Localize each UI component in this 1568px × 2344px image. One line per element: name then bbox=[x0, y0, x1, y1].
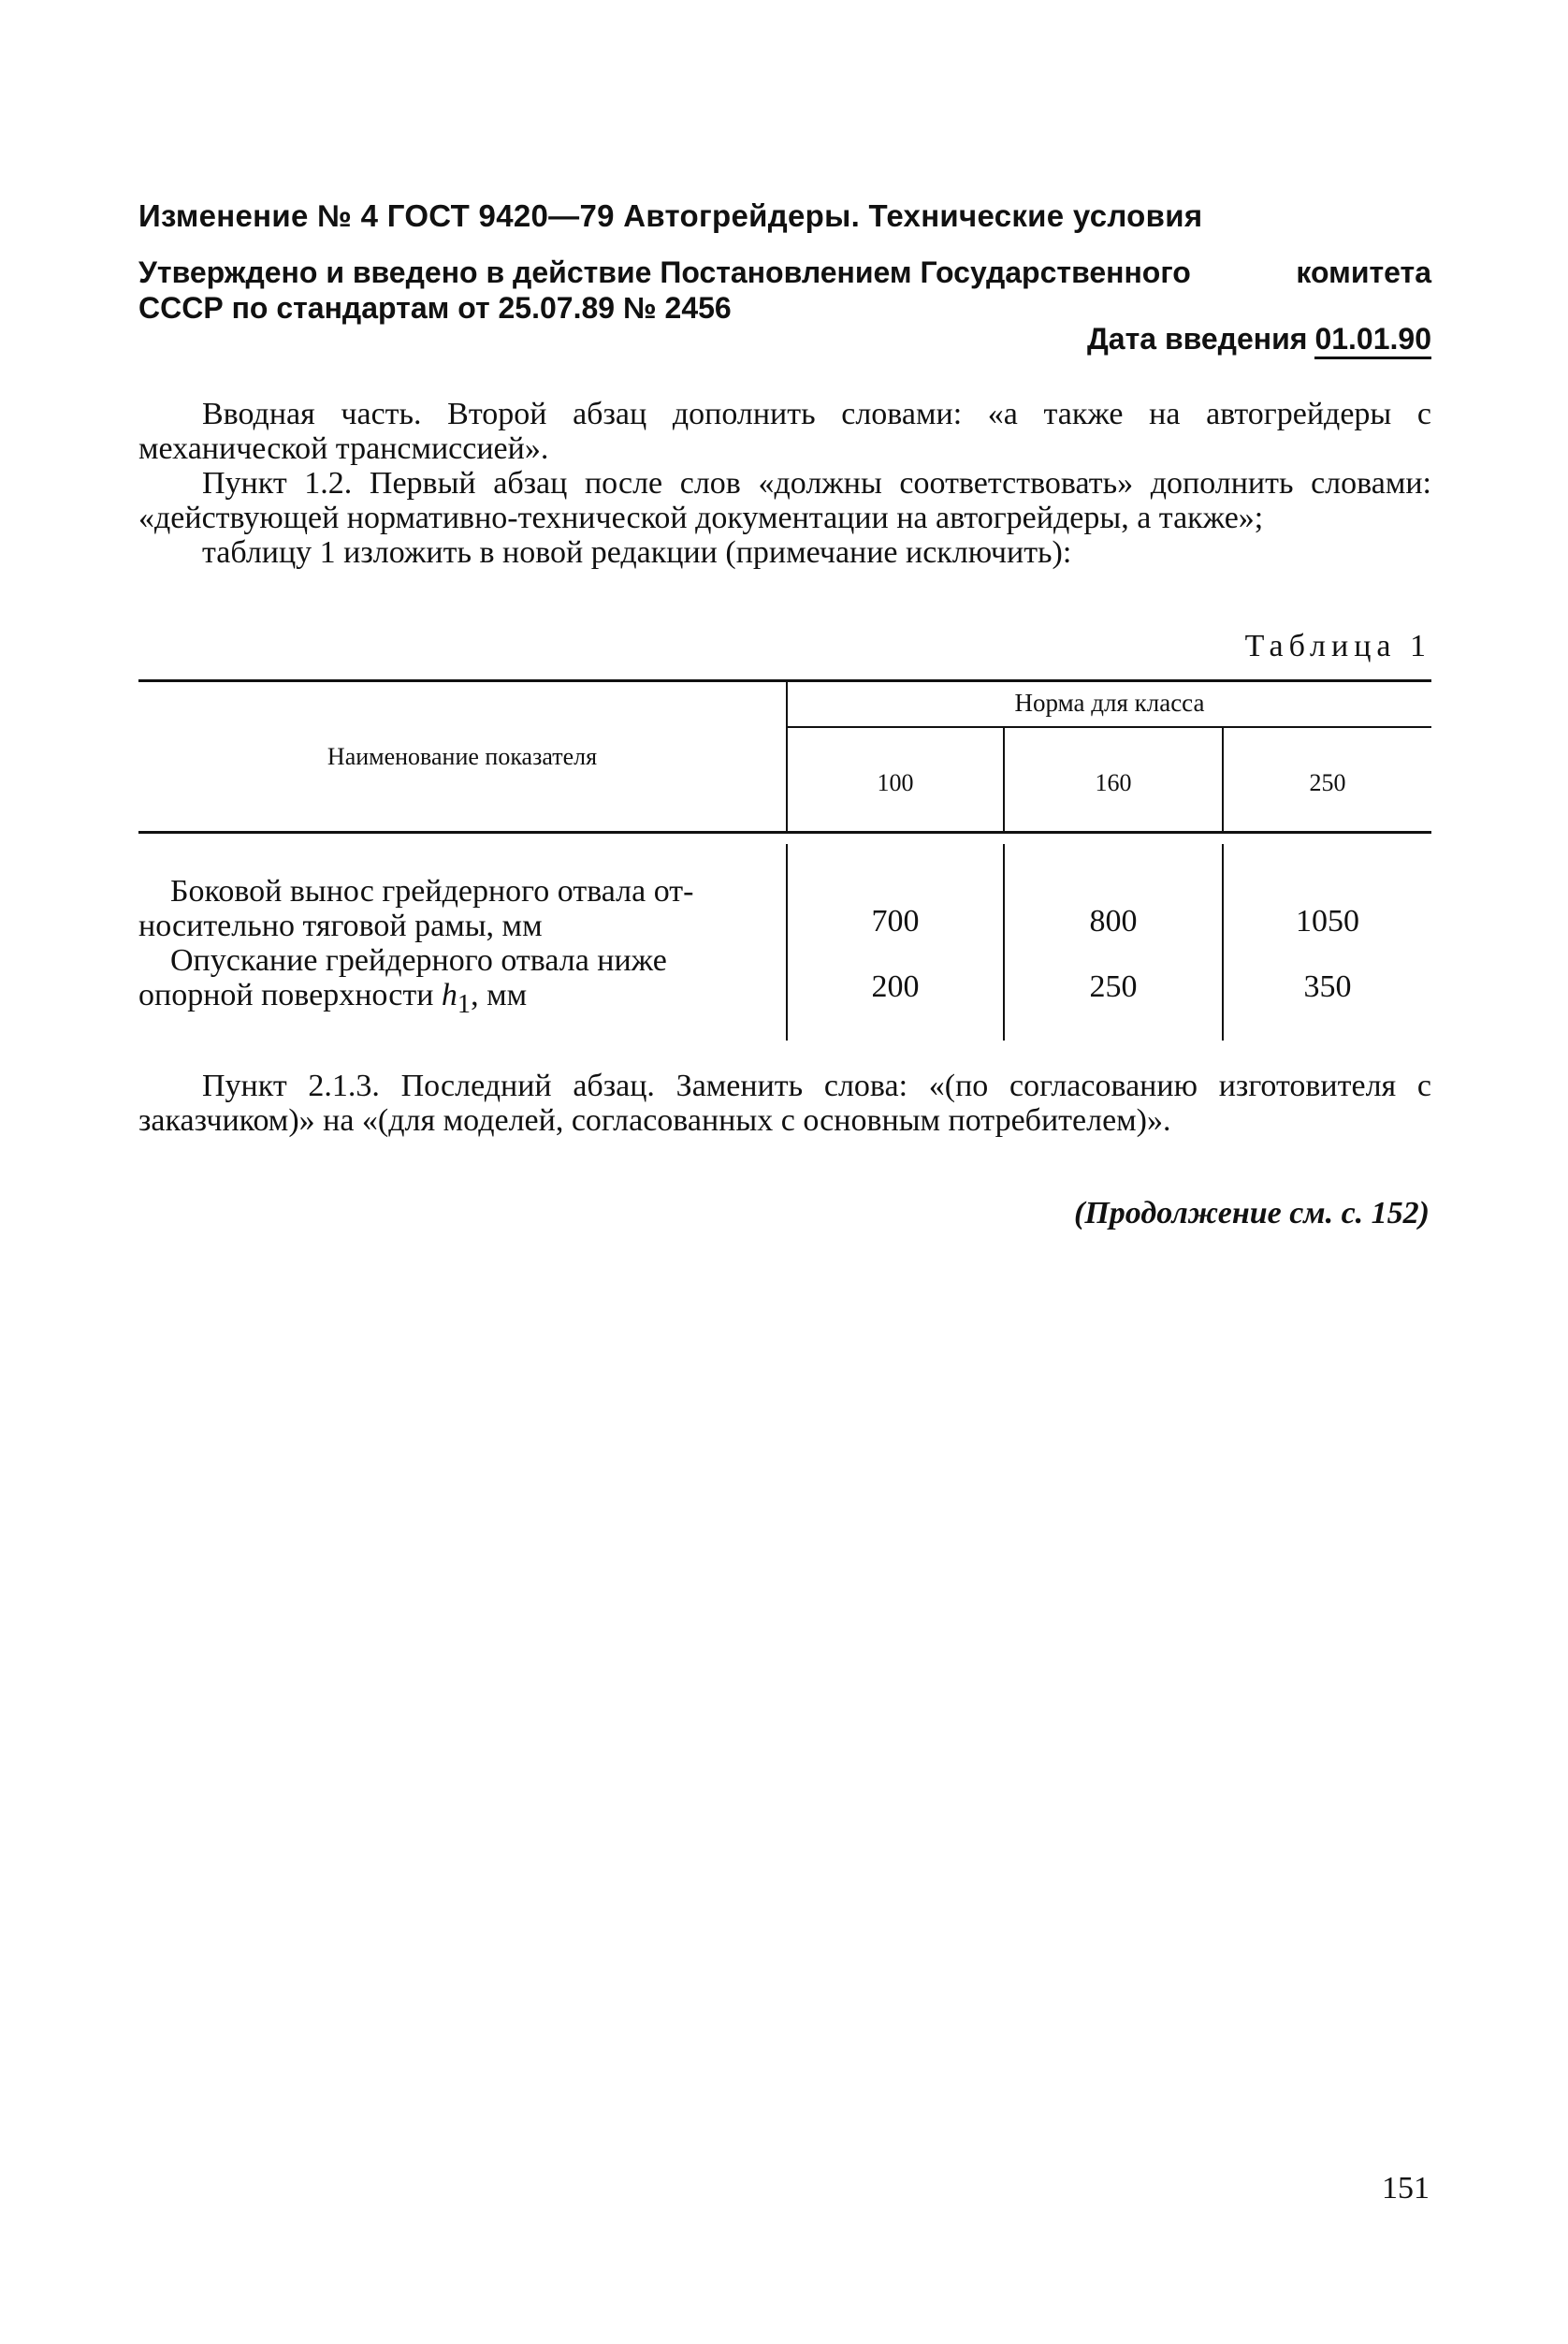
paragraph-item-2-1-3 bbox=[138, 1069, 1431, 1138]
table-body-divider-col1 bbox=[1003, 844, 1005, 1041]
table-header-col-100: 100 bbox=[877, 769, 914, 796]
table-row-1-value-160: 800 bbox=[1089, 904, 1138, 939]
effective-date-value: 01.01.90 bbox=[1314, 322, 1431, 359]
table-header-col-250: 250 bbox=[1309, 769, 1346, 796]
table-row-1-value-100: 700 bbox=[871, 904, 920, 939]
table-row-1-value-250: 1050 bbox=[1296, 904, 1359, 939]
table-1 bbox=[138, 679, 1431, 1044]
continuation-note: (Продолжение см. с. 152) bbox=[1074, 1196, 1430, 1230]
table-row-1-name-line1: Боковой вынос грейдерного отвала от- bbox=[170, 874, 694, 909]
table-row-2-variable-subscript: 1 bbox=[457, 989, 472, 1019]
table-header-group: Норма для класса bbox=[1014, 689, 1205, 717]
table-header-name: Наименование показателя bbox=[327, 743, 598, 770]
effective-date bbox=[1087, 322, 1431, 357]
approval-line-1-left: Утверждено и введено в действие Постановлением Государственного bbox=[138, 255, 1191, 289]
table-row-2-name-line2 bbox=[138, 978, 528, 1019]
table-body-divider-name bbox=[786, 844, 788, 1041]
table-row-2-value-250: 350 bbox=[1303, 969, 1352, 1004]
approval-statement bbox=[138, 255, 1431, 326]
table-caption: Таблица 1 bbox=[1244, 629, 1431, 663]
table-row-2-name-prefix: опорной поверхности bbox=[138, 978, 442, 1012]
table-top-rule bbox=[138, 679, 1431, 682]
paragraph-item-1-2: Пункт 1.2. Первый абзац после слов «должны соответствовать» дополнить словами: «действующей нормативно-технической документации на автогрейдеры, а также»; bbox=[138, 466, 1431, 535]
table-row-2-name-line1: Опускание грейдерного отвала ниже bbox=[170, 943, 667, 978]
effective-date-label: Дата введения bbox=[1086, 322, 1308, 356]
table-row-2-value-160: 250 bbox=[1089, 969, 1138, 1004]
paragraph-item-2-1-3-text: Пункт 2.1.3. Последний абзац. Заменить слова: «(по согласованию изготовителя с заказчиком)» на «(для моделей, согласованных с основным потребителем)». bbox=[138, 1069, 1431, 1138]
table-header-col-160: 160 bbox=[1095, 769, 1132, 796]
table-row-2-name bbox=[138, 943, 784, 1022]
paragraph-table-instruction: таблицу 1 изложить в новой редакции (примечание исключить): bbox=[202, 535, 1072, 570]
intro-paragraphs bbox=[138, 397, 1431, 570]
paragraph-intro: Вводная часть. Второй абзац дополнить словами: «а также на автогрейдеры с механической трансмиссией». bbox=[138, 397, 1431, 466]
table-row-1-name bbox=[138, 874, 784, 943]
page-number: 151 bbox=[1382, 2171, 1430, 2206]
approval-line-2: СССР по стандартам от 25.07.89 № 2456 bbox=[138, 291, 732, 325]
table-header-bottom-rule bbox=[138, 831, 1431, 834]
document-title: Изменение № 4 ГОСТ 9420—79 Автогрейдеры. Технические условия bbox=[138, 198, 1203, 233]
approval-line-1-right: комитета bbox=[1296, 255, 1431, 289]
table-row-2-value-100: 200 bbox=[871, 969, 920, 1004]
table-row-2-variable: h bbox=[441, 978, 457, 1012]
approval-line-1 bbox=[138, 255, 1431, 290]
table-body-divider-col2 bbox=[1222, 844, 1224, 1041]
table-row-2-name-suffix: , мм bbox=[471, 978, 528, 1012]
table-row-1-name-line2: носительно тяговой рамы, мм bbox=[138, 909, 543, 943]
table-group-rule bbox=[788, 726, 1431, 728]
